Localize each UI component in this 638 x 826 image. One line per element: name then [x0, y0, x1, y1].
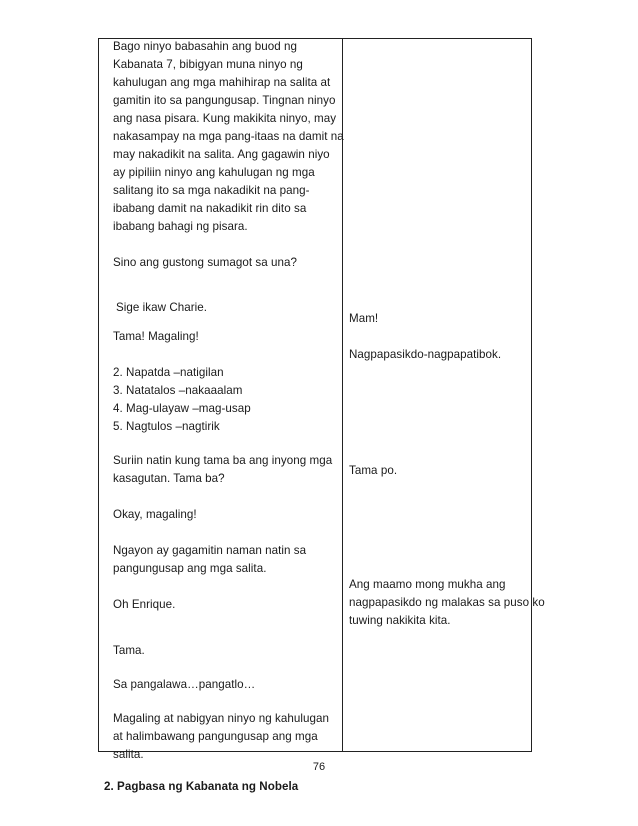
student-sentence-line: tuwing nakikita kita.	[349, 614, 451, 627]
check-line: Suriin natin kung tama ba ang inyong mga	[113, 454, 333, 467]
intro-line: kahulugan ang mga mahihirap na salita at	[113, 76, 331, 89]
praise-text: Okay, magaling!	[113, 508, 197, 521]
answer-item: 4. Mag-ulayaw –mag-usap	[113, 402, 251, 415]
page-number: 76	[312, 761, 326, 773]
intro-line: may nakadikit na salita. Ang gagawin niyo	[113, 148, 330, 161]
closing-line: at halimbawang pangungusap ang mga	[113, 730, 318, 743]
call-student-charie: Sige ikaw Charie.	[116, 301, 208, 314]
check-line: kasagutan. Tama ba?	[113, 472, 225, 485]
answer-item: 5. Nagtulos –nagtirik	[113, 420, 220, 433]
intro-line: Kabanata 7, bibigyan muna ninyo ng	[113, 58, 303, 71]
student-response: Mam!	[349, 312, 379, 325]
student-response: Tama po.	[349, 464, 398, 477]
intro-line: ibabang bahagi ng pisara.	[113, 220, 248, 233]
instruction-line: pangungusap ang mga salita.	[113, 562, 267, 575]
intro-line: ang nasa pisara. Kung makikita ninyo, may	[113, 112, 337, 125]
closing-line: salita.	[113, 748, 144, 761]
intro-line: Bago ninyo babasahin ang buod ng	[113, 40, 298, 53]
intro-line: ibabang damit na nakadikit rin dito sa	[113, 202, 307, 215]
intro-line: salitang ito sa mga nakadikit na pang-	[113, 184, 310, 197]
student-sentence-line: Ang maamo mong mukha ang	[349, 578, 506, 591]
praise-text: Tama! Magaling!	[113, 330, 199, 343]
feedback-text: Tama.	[113, 644, 145, 657]
instruction-line: Ngayon ay gagamitin naman natin sa	[113, 544, 307, 557]
student-response: Nagpapasikdo-nagpapatibok.	[349, 348, 502, 361]
intro-line: ay pipiliin ninyo ang kahulugan ng mga	[113, 166, 315, 179]
intro-line: gamitin ito sa pangungusap. Tingnan ninyo	[113, 94, 336, 107]
student-sentence-line: nagpapasikdo ng malakas sa puso ko	[349, 596, 545, 609]
intro-line: nakasampay na mga pang-itaas na damit na	[113, 130, 344, 143]
call-student-enrique: Oh Enrique.	[113, 598, 176, 611]
section-heading: 2. Pagbasa ng Kabanata ng Nobela	[104, 780, 299, 793]
answer-item: 3. Natatalos –nakaaalam	[113, 384, 243, 397]
question-text: Sino ang gustong sumagot sa una?	[113, 256, 298, 269]
closing-line: Magaling at nabigyan ninyo ng kahulugan	[113, 712, 329, 725]
answer-item: 2. Napatda –natigilan	[113, 366, 224, 379]
continue-text: Sa pangalawa…pangatlo…	[113, 678, 256, 691]
